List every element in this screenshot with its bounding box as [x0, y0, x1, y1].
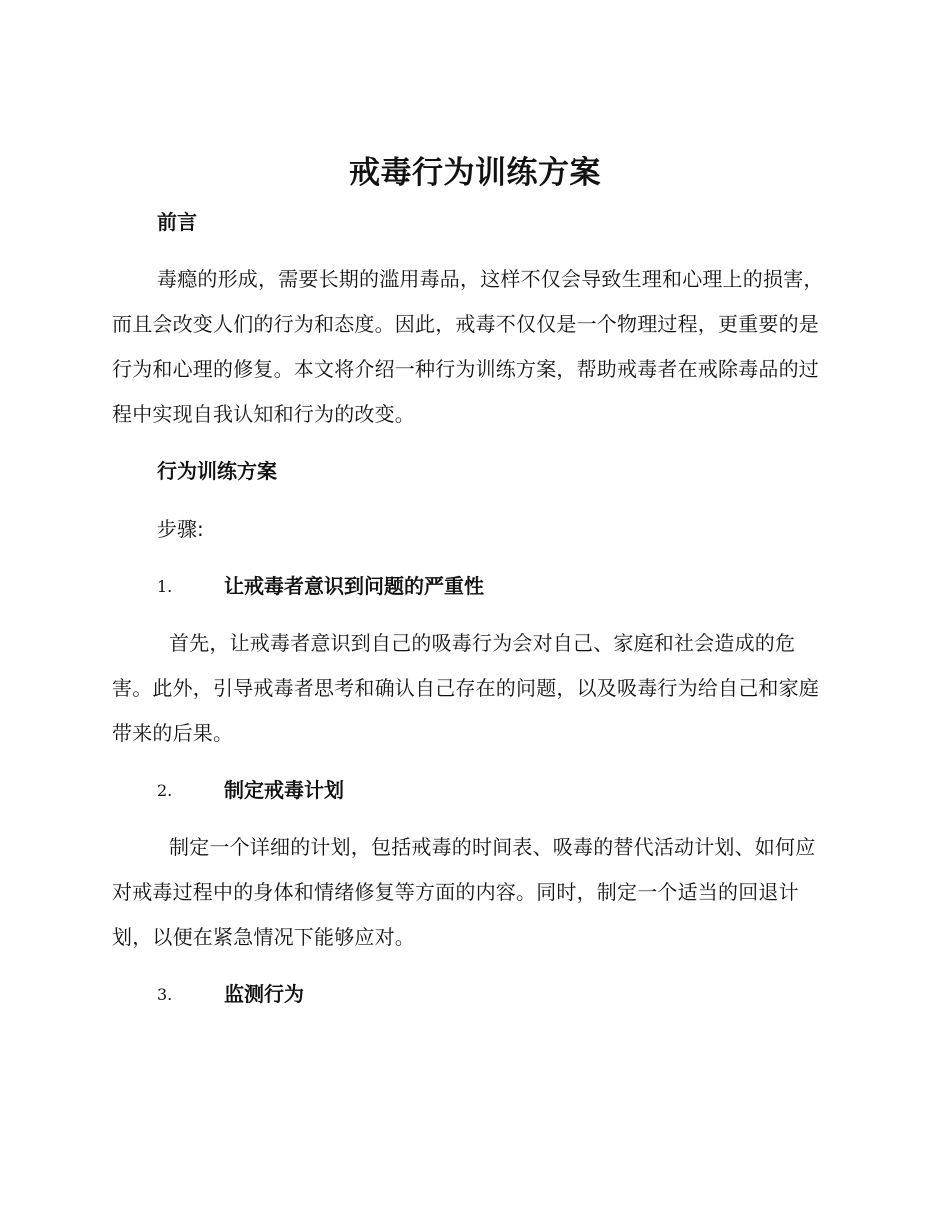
- step-title: 制定戒毒计划: [224, 778, 344, 802]
- step-number: 3.: [157, 985, 173, 1004]
- step-1-header: [157, 572, 757, 600]
- step-number: 1.: [157, 577, 173, 596]
- preface-paragraph: 毒瘾的形成，需要长期的滥用毒品，这样不仅会导致生理和心理上的损害，而且会改变人们的行为和态度。因此，戒毒不仅仅是一个物理过程，更重要的是行为和心理的修复。本文将介绍一种行为训练方案，帮助戒毒者在戒除毒品的过程中实现自我认知和行为的改变。: [112, 267, 824, 426]
- step-1-paragraph: 首先，让戒毒者意识到自己的吸毒行为会对自己、家庭和社会造成的危害。此外，引导戒毒者思考和确认自己存在的问题，以及吸毒行为给自己和家庭带来的后果。: [112, 631, 819, 745]
- step-title: 监测行为: [224, 982, 304, 1006]
- step-2-paragraph: 制定一个详细的计划，包括戒毒的时间表、吸毒的替代活动计划、如何应对戒毒过程中的身体和情绪修复等方面的内容。同时，制定一个适当的回退计划，以便在紧急情况下能够应对。: [112, 835, 816, 949]
- document-title: 戒毒行为训练方案: [349, 155, 601, 191]
- steps-label: 步骤:: [157, 517, 204, 541]
- preface-heading: 前言: [157, 210, 197, 234]
- plan-heading: 行为训练方案: [157, 459, 277, 483]
- step-3-header: [157, 980, 757, 1008]
- step-title: 让戒毒者意识到问题的严重性: [224, 574, 484, 598]
- step-number: 2.: [157, 781, 173, 800]
- step-2-header: [157, 776, 757, 804]
